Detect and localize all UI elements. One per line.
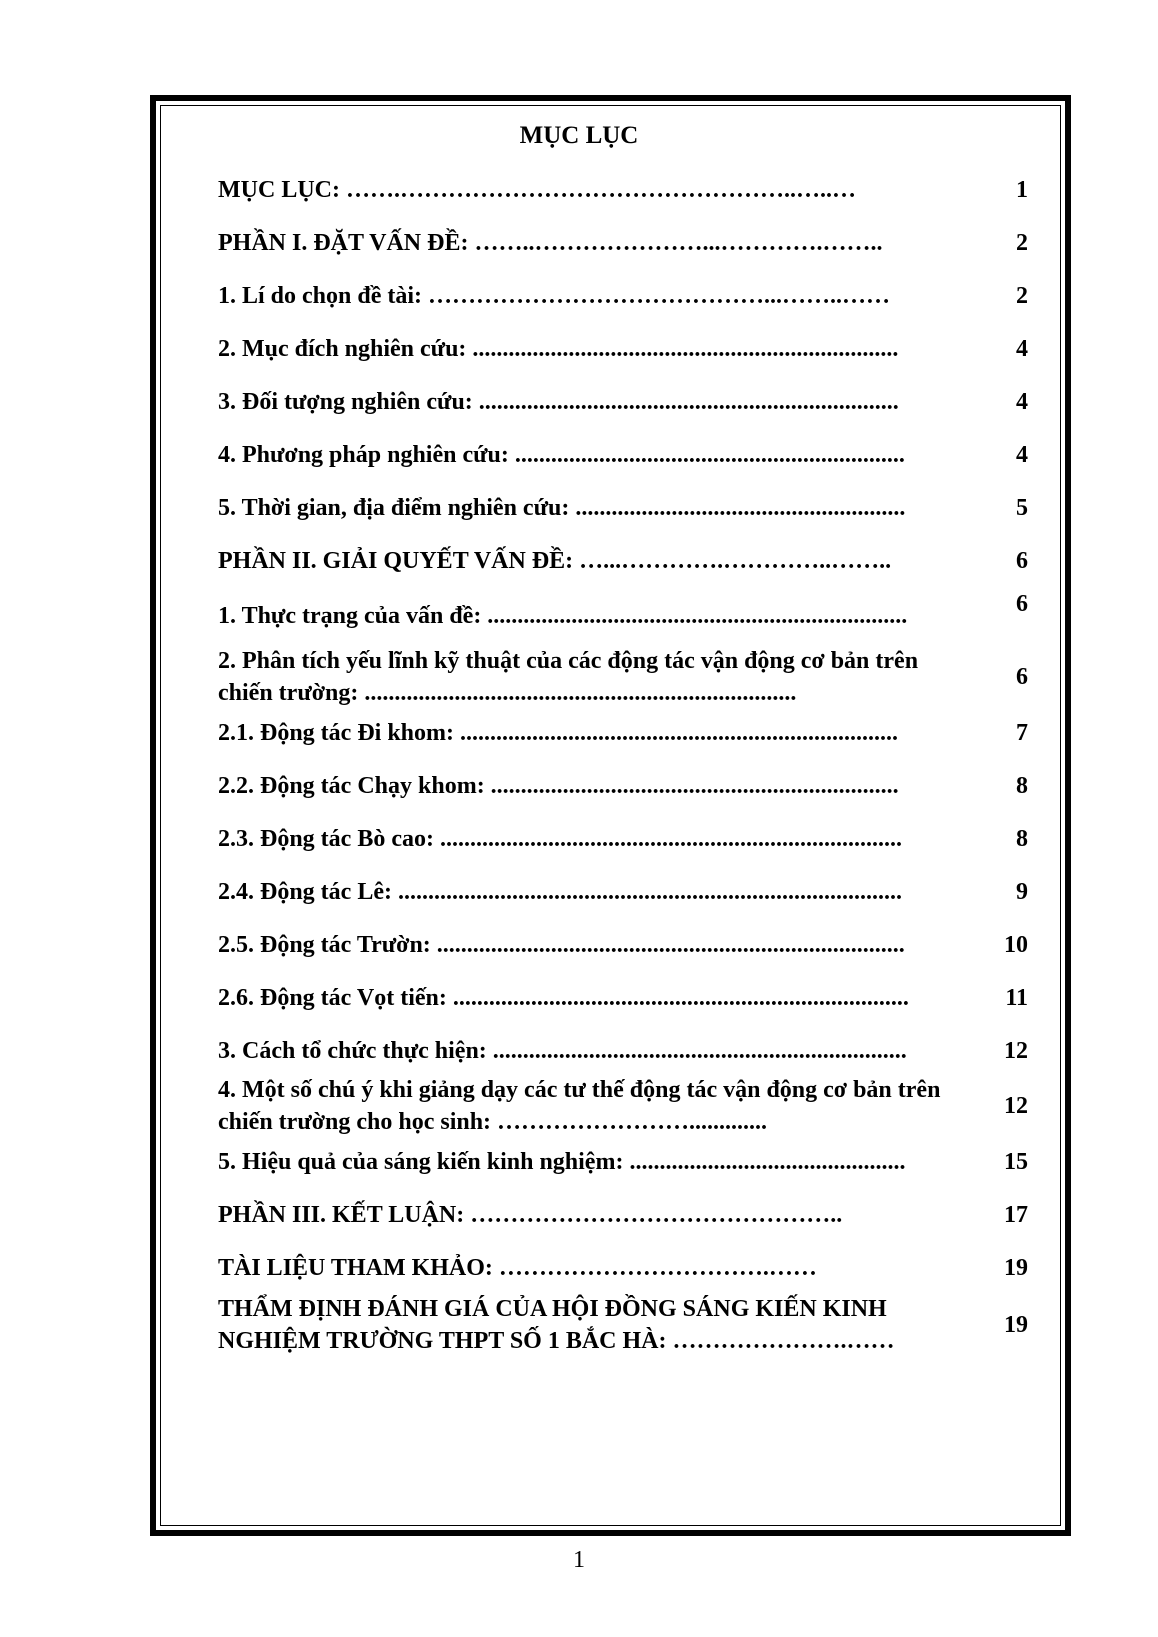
toc-entry-page: 11 bbox=[1005, 985, 1028, 1011]
toc-entry-label: 2.2. Động tác Chạy khom: .................................................................... bbox=[218, 773, 899, 799]
toc-entry-label: 3. Đối tượng nghiên cứu: ...................................................................... bbox=[218, 389, 899, 415]
toc-entry[interactable] bbox=[218, 1074, 1028, 1138]
toc-entry[interactable] bbox=[218, 1146, 1028, 1178]
toc-entry[interactable] bbox=[218, 439, 1028, 471]
toc-entry-label: 4. Một số chú ý khi giảng dạy các tư thế động tác vận động cơ bản trên chiến trường cho học sinh: ……………………............. bbox=[218, 1077, 941, 1135]
document-title: MỤC LỤC bbox=[519, 122, 639, 149]
toc-entry-page: 12 bbox=[1004, 1038, 1028, 1064]
toc-entry-label: 2.1. Động tác Đi khom: ......................................................................... bbox=[218, 720, 899, 746]
toc-entry-page: 17 bbox=[1004, 1202, 1028, 1228]
toc-entry-page: 19 bbox=[1004, 1255, 1028, 1281]
toc-entry-label: 4. Phương pháp nghiên cứu: ................................................................. bbox=[218, 442, 905, 468]
toc-entry[interactable] bbox=[218, 929, 1028, 961]
toc-entry[interactable] bbox=[218, 717, 1028, 749]
toc-entry[interactable] bbox=[218, 982, 1028, 1014]
toc-entry-page: 12 bbox=[1004, 1093, 1028, 1119]
toc-entry-label: 2. Phân tích yếu lĩnh kỹ thuật của các động tác vận động cơ bản trên chiến trường: ........................................................................ bbox=[218, 648, 919, 706]
toc-entry[interactable] bbox=[218, 1293, 1028, 1357]
toc-entry-page: 1 bbox=[1016, 177, 1028, 203]
toc-entry[interactable] bbox=[218, 591, 1028, 632]
toc-entry-page: 6 bbox=[1016, 548, 1028, 574]
toc-entry-page: 19 bbox=[1004, 1312, 1028, 1338]
toc-entry-label: MỤC LỤC: …….…………………………………………..…..… bbox=[218, 177, 856, 203]
toc-entry-label: PHẦN III. KẾT LUẬN: ……………………………………….. bbox=[218, 1202, 843, 1228]
toc-entry-label: TÀI LIỆU THAM KHẢO: …………………………….…… bbox=[218, 1255, 817, 1281]
toc-entry[interactable] bbox=[218, 386, 1028, 418]
toc-entry[interactable] bbox=[218, 770, 1028, 802]
page-number: 1 bbox=[573, 1547, 585, 1573]
toc-entry-label: 1. Thực trạng của vấn đề: ...................................................................... bbox=[218, 603, 908, 629]
toc-entry[interactable] bbox=[218, 545, 1028, 577]
toc-entry-label: PHẦN I. ĐẶT VẤN ĐỀ: ……..…………………...………….…….. bbox=[218, 230, 883, 256]
toc-entry[interactable] bbox=[218, 1199, 1028, 1231]
toc-entry-label: 2. Mục đích nghiên cứu: ....................................................................... bbox=[218, 336, 899, 362]
toc-entry-page: 2 bbox=[1016, 230, 1028, 256]
toc-entry-label: THẨM ĐỊNH ĐÁNH GIÁ CỦA HỘI ĐỒNG SÁNG KIẾN KINH NGHIỆM TRƯỜNG THPT SỐ 1 BẮC HÀ: ………………….…… bbox=[218, 1296, 895, 1354]
toc-entry-label: 2.5. Động tác Trườn: .............................................................................. bbox=[218, 932, 905, 958]
toc-entry-page: 4 bbox=[1016, 389, 1028, 415]
toc-entry[interactable] bbox=[218, 227, 1028, 259]
toc-entry-page: 6 bbox=[1016, 664, 1028, 690]
toc-entry-page: 8 bbox=[1016, 773, 1028, 799]
toc-entry-page: 2 bbox=[1016, 283, 1028, 309]
toc-entry-page: 10 bbox=[1004, 932, 1028, 958]
toc-entry-label: PHẦN II. GIẢI QUYẾT VẤN ĐỀ: …...………….…………..…….. bbox=[218, 548, 892, 574]
toc-entry[interactable] bbox=[218, 1252, 1028, 1284]
toc-entry-page: 8 bbox=[1016, 826, 1028, 852]
toc-entry-label: 5. Hiệu quả của sáng kiến kinh nghiệm: .............................................. bbox=[218, 1149, 906, 1175]
toc-entry-page: 4 bbox=[1016, 336, 1028, 362]
toc-entry-label: 1. Lí do chọn đề tài: ……………………………………...……..…… bbox=[218, 283, 891, 309]
toc-entry-label: 2.3. Động tác Bò cao: ............................................................................. bbox=[218, 826, 902, 852]
toc-entry-page: 4 bbox=[1016, 442, 1028, 468]
toc-entry-page: 6 bbox=[1016, 591, 1028, 617]
table-of-contents bbox=[218, 0, 1028, 1500]
toc-entry[interactable] bbox=[218, 823, 1028, 855]
toc-entry-label: 2.6. Động tác Vọt tiến: ............................................................................ bbox=[218, 985, 909, 1011]
toc-entry-label: 2.4. Động tác Lê: .................................................................................... bbox=[218, 879, 902, 905]
toc-entry[interactable] bbox=[218, 492, 1028, 524]
toc-entry-page: 15 bbox=[1004, 1149, 1028, 1175]
toc-entry[interactable] bbox=[218, 645, 1028, 709]
toc-entry[interactable] bbox=[218, 333, 1028, 365]
toc-entry[interactable] bbox=[218, 174, 1028, 206]
toc-entry[interactable] bbox=[218, 280, 1028, 312]
toc-entry-label: 3. Cách tổ chức thực hiện: ..................................................................... bbox=[218, 1038, 907, 1064]
toc-entry-page: 7 bbox=[1016, 720, 1028, 746]
toc-entry[interactable] bbox=[218, 876, 1028, 908]
toc-entry-page: 5 bbox=[1016, 495, 1028, 521]
toc-entry[interactable] bbox=[218, 1035, 1028, 1067]
toc-entry-page: 9 bbox=[1016, 879, 1028, 905]
toc-entry-label: 5. Thời gian, địa điểm nghiên cứu: ....................................................... bbox=[218, 495, 906, 521]
